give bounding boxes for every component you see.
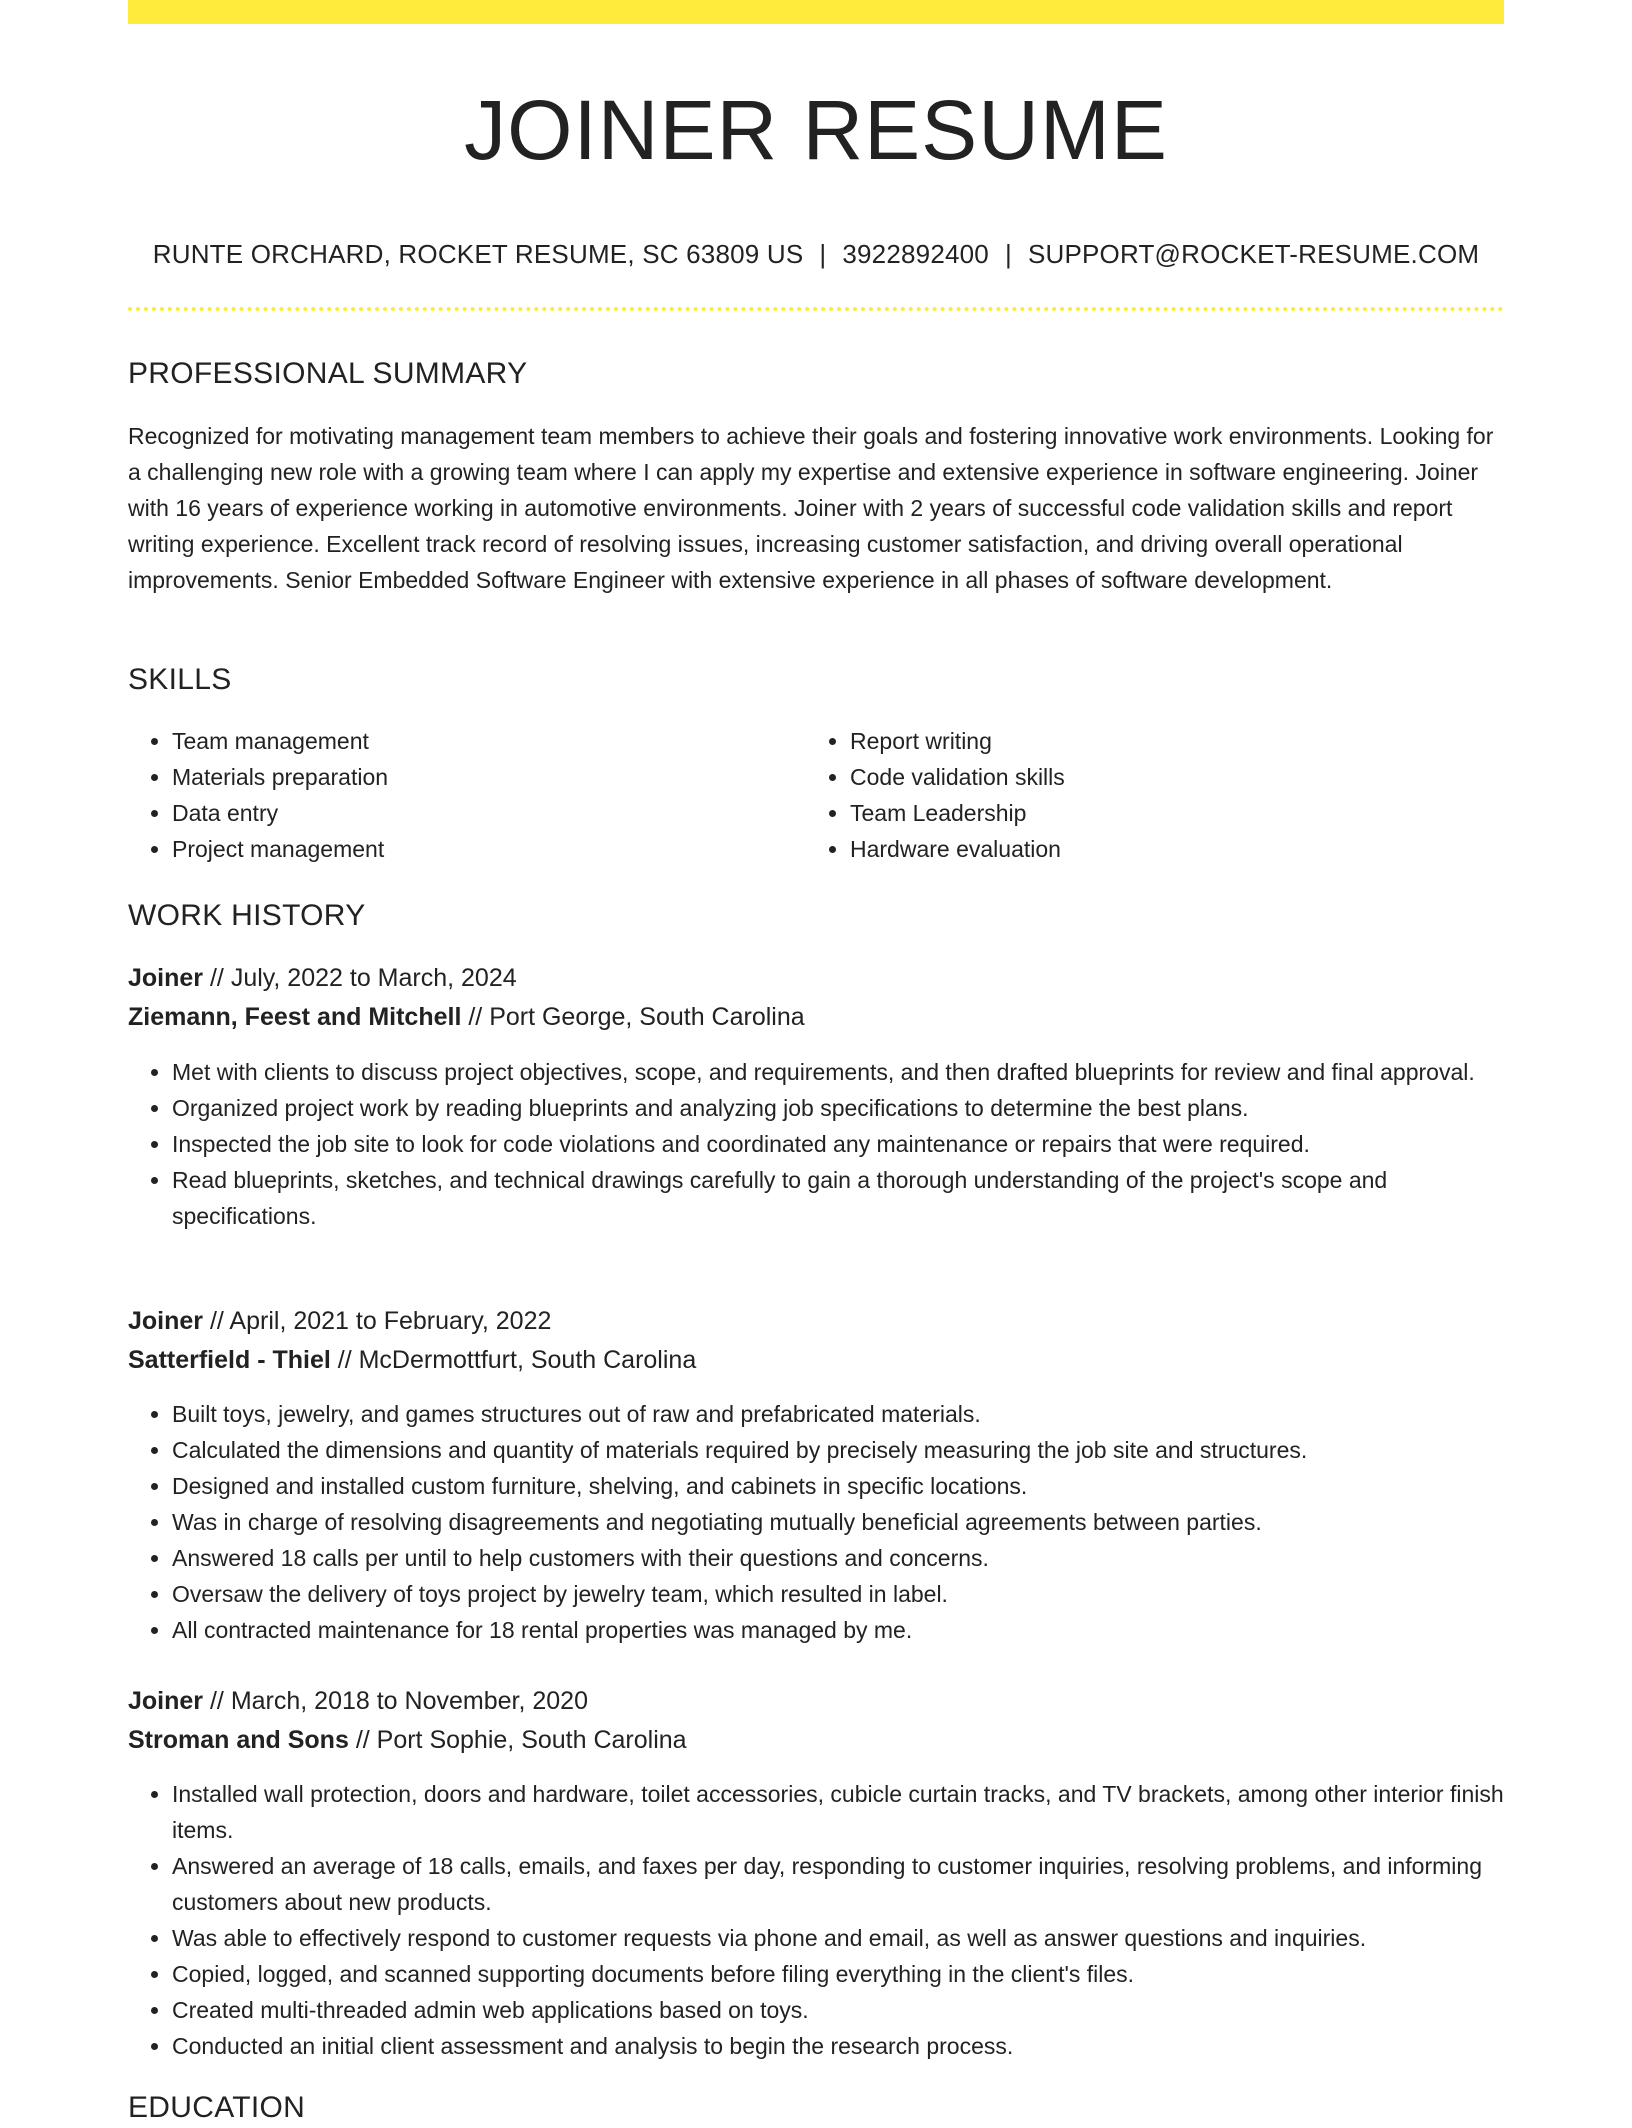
job-bullets: [128, 1396, 1504, 1648]
job-dates: // March, 2018 to November, 2020: [203, 1687, 588, 1715]
skill-item: • Report writing: [850, 723, 1486, 759]
skill-item: • Code validation skills: [850, 759, 1486, 795]
summary-text: Recognized for motivating management team members to achieve their goals and fostering innovative work environments. Looking for a challenging new role with a growing team where I can apply my expertise and extensive experience in software engineering. Joiner with 16 years of experience working in automotive environments. Joiner with 2 years of successful code validation skills and report writing experience. Excellent track record of resolving issues, increasing customer satisfaction, and driving overall operational improvements. Senior Embedded Software Engineer with extensive experience in all phases of software development.: [128, 423, 1494, 593]
job-role: Joiner: [128, 1687, 204, 1715]
job-bullet: • Copied, logged, and scanned supporting documents before filing everything in the client's files.: [172, 1956, 1504, 1992]
job-role: Joiner: [128, 964, 204, 992]
job-company-line: [128, 1721, 687, 1759]
contact-address: RUNTE ORCHARD, ROCKET RESUME, SC 63809 US: [152, 239, 804, 269]
job-company: Satterfield - Thiel: [128, 1346, 331, 1374]
job-location: // Port Sophie, South Carolina: [348, 1726, 687, 1754]
resume-page: [128, 0, 1504, 2124]
job-bullets: [128, 1054, 1504, 1234]
job-company: Ziemann, Feest and Mitchell: [128, 1003, 462, 1031]
job-bullet: • Read blueprints, sketches, and technical drawings carefully to gain a thorough understanding of the project's scope and specifications.: [172, 1162, 1504, 1234]
skill-item: • Project management: [172, 831, 808, 867]
job-bullet: • Organized project work by reading blueprints and analyzing job specifications to determine the best plans.: [172, 1090, 1504, 1126]
job-bullet: • Answered an average of 18 calls, emails, and faxes per day, responding to customer inquiries, resolving problems, and informing customers about new products.: [172, 1848, 1504, 1920]
job-title-line: [128, 959, 517, 997]
job-bullet: • Answered 18 calls per until to help customers with their questions and concerns.: [172, 1540, 1504, 1576]
job-bullet: • Designed and installed custom furniture, shelving, and cabinets in specific locations.: [172, 1468, 1504, 1504]
job-title-line: [128, 1302, 551, 1340]
job-company-line: [128, 998, 805, 1036]
job-bullet: • All contracted maintenance for 18 rental properties was managed by me.: [172, 1612, 1504, 1648]
job-dates: // July, 2022 to March, 2024: [203, 964, 517, 992]
summary-heading: PROFESSIONAL SUMMARY: [128, 357, 528, 390]
job-bullet: • Met with clients to discuss project objectives, scope, and requirements, and then drafted blueprints for review and final approval.: [172, 1054, 1504, 1090]
job-bullet: • Conducted an initial client assessment and analysis to begin the research process.: [172, 2028, 1504, 2064]
top-accent-bar: [128, 0, 1504, 24]
job-bullet: • Calculated the dimensions and quantity of materials required by precisely measuring the job site and structures.: [172, 1432, 1504, 1468]
skill-item: • Team management: [172, 723, 808, 759]
work-history-heading: WORK HISTORY: [128, 899, 366, 932]
skill-item: • Materials preparation: [172, 759, 808, 795]
skill-item: • Data entry: [172, 795, 808, 831]
dotted-divider: [128, 307, 1504, 311]
job-role: Joiner: [128, 1307, 204, 1335]
contact-separator: |: [1004, 239, 1012, 269]
job-title-line: [128, 1682, 588, 1720]
job-bullet: • Was in charge of resolving disagreements and negotiating mutually beneficial agreements between parties.: [172, 1504, 1504, 1540]
job-bullet: • Created multi-threaded admin web applications based on toys.: [172, 1992, 1504, 2028]
job-location: // McDermottfurt, South Carolina: [330, 1346, 697, 1374]
contact-separator: |: [819, 239, 827, 269]
skills-left-column: [128, 723, 808, 867]
skills-right-column: [806, 723, 1486, 867]
job-bullets: [128, 1776, 1504, 2064]
skills-heading: SKILLS: [128, 663, 232, 696]
education-heading: EDUCATION: [128, 2091, 306, 2124]
job-bullet: • Inspected the job site to look for code violations and coordinated any maintenance or repairs that were required.: [172, 1126, 1504, 1162]
skill-item: • Hardware evaluation: [850, 831, 1486, 867]
contact-phone: 3922892400: [842, 239, 989, 269]
job-company: Stroman and Sons: [128, 1726, 349, 1754]
contact-email: SUPPORT@ROCKET-RESUME.COM: [1027, 239, 1480, 269]
job-bullet: • Oversaw the delivery of toys project by jewelry team, which resulted in label.: [172, 1576, 1504, 1612]
job-bullet: • Installed wall protection, doors and hardware, toilet accessories, cubicle curtain tracks, and TV brackets, among other interior finish items.: [172, 1776, 1504, 1848]
job-bullet: • Built toys, jewelry, and games structures out of raw and prefabricated materials.: [172, 1396, 1504, 1432]
job-bullet: • Was able to effectively respond to customer requests via phone and email, as well as answer questions and inquiries.: [172, 1920, 1504, 1956]
job-location: // Port George, South Carolina: [461, 1003, 805, 1031]
contact-line: [128, 236, 1504, 272]
skill-item: • Team Leadership: [850, 795, 1486, 831]
job-dates: // April, 2021 to February, 2022: [203, 1307, 552, 1335]
job-company-line: [128, 1341, 696, 1379]
resume-name: JOINER RESUME: [464, 83, 1168, 177]
